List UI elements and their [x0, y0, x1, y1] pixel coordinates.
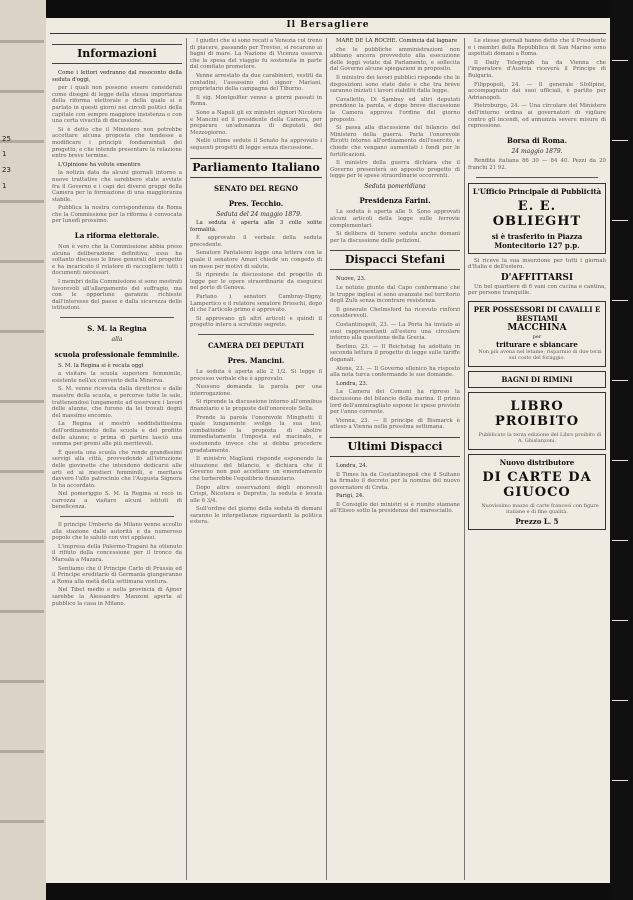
macchina-ad: PER POSSESSORI DI CAVALLI E BESTIAMI MACCHINA per triturare e sbiancare Non più avena nel letame; risparmio di due terzi sul costo del foraggio. — [468, 301, 606, 367]
afternoon-session: Seduta pomeridiana — [364, 182, 426, 190]
libro-heading: LIBRO PROIBITO — [494, 398, 580, 429]
article-lead: Come i lettori vedranno dal resoconto della seduta d'oggi, — [52, 70, 182, 83]
carte-intro: Nuovo distributore — [499, 457, 575, 467]
adjacent-page-strip — [0, 0, 46, 900]
informazioni-heading: Informazioni — [52, 44, 182, 64]
masthead: Il Bersagliere — [286, 20, 370, 30]
column-3: MARE DE LA ROCHE. Comincia dal lagnare che le pubbliche amministrazioni non abbiano ancora provveduto alla esecuzione delle leggi votate dal Parlamento, e sollecita dal Governo alcune spiegazioni in proposito. Il ministro dei lavori pubblici risponde che le disposizioni sono state date e che tra breve saranno iniziati i lavori stabiliti dalla legge. Cavalletto, Di Sambuy ed altri deputati prendono la parola, e dopo breve discussione la Camera approva l'ordine del giorno proposto. Si passa alla discussione del bilancio del Ministero della guerra. Parla l'onorevole Ricotti intorno all'ordinamento dell'esercito, e chiede che vengano aumentati i fondi per le fortificazioni. Il ministro della guerra dichiara che il Governo presenterà un apposito progetto di legge per le spese straordinarie occorrenti. Seduta pomeridiana Presidenza Farini. La seduta è aperta alle 9. Sono approvati alcuni articoli della legge sulle ferrovie complementari. Si delibera di tenere seduta anche domani per la discussione delle petizioni. Dispacci Stefani Nuove, 23. Le notizie giunte dal Capo confermano che le truppe inglesi si sono avanzate nel territorio degli Zulù senza incontrare resistenza. Il generale Chelmsford ha ricevuto rinforzi considerevoli. Costantinopoli, 23. — La Porta ha inviato ai suoi rappresentanti all'estero una circolare intorno alla questione della Grecia. Berlino, 23. — Il Reichstag ha adottato in seconda lettura il progetto di legge sulle tariffe doganali. Atene, 23. — Il Governo ellenico ha risposto alla nota turca confermando le sue domande. Londra, 23. La Camera dei Comuni ha ripreso la discussione del bilancio della marina. Il primo lord dell'ammiragliato espone le spese previste per l'anno corrente. Vienna, 23. — Il principe di Bismarck è atteso a Vienna nella prossima settimana. Ultimi Dispacci Londra, 24. Il Times ha da Costantinopoli che il Sultano ha firmato il decreto per la nomina del nuovo governatore di Creta. Parigi, 24. Il Consiglio dei ministri si è riunito stamane all'Eliseo sotto la presidenza del maresciallo. — [330, 38, 460, 515]
regina-heading: S. M. la Regina — [87, 324, 147, 333]
regina-sub: alla — [111, 336, 123, 343]
dispacci-heading: Dispacci Stefani — [330, 250, 460, 270]
article-text: L'Opinione ha volute smentire — [58, 161, 141, 168]
bagni-heading: BAGNI DI RIMINI — [501, 374, 573, 384]
triturare-heading: triturare e sbiancare — [496, 339, 578, 349]
office-name: E. E. OBLIEGHT — [492, 198, 582, 229]
column-rule — [326, 38, 327, 880]
senate-heading: SENATO DEL REGNO — [214, 183, 298, 193]
carte-heading: DI CARTE DA GIUOCO — [482, 469, 592, 500]
senate-president: Pres. Tecchio. — [228, 198, 284, 208]
borsa-heading: Borsa di Roma. — [506, 135, 568, 145]
film-edge — [610, 0, 633, 900]
article-text: S. M. la Regina si è recata oggi — [58, 362, 144, 369]
senate-opening: La seduta è aperta alle 3 colle solite formalità. — [190, 220, 322, 233]
column-rule — [464, 38, 465, 880]
newspaper-page — [46, 18, 610, 883]
macchina-sub: per — [532, 333, 542, 340]
strip-number: 25 — [2, 135, 11, 143]
chamber-president: Pres. Mancini. — [227, 356, 285, 365]
possessori-heading: PER POSSESSORI DI CAVALLI E BESTIAMI — [473, 304, 601, 323]
ultimi-heading: Ultimi Dispacci — [330, 437, 460, 457]
office-address: si è trasferito in Piazza Montecitorio 127 p.p. — [491, 231, 583, 250]
dispatch-dateline: Parigi, 24. — [336, 493, 365, 500]
strip-number: 23 — [2, 166, 11, 174]
column-rule — [186, 38, 187, 880]
office-title: L'Ufficio Principale di Pubblicità — [472, 186, 602, 196]
carte-ad: Nuovo distributore DI CARTE DA GIUOCO Nuovissimo mazzo di carte francesi con figure italiane e di fine qualità. Prezzo L. 5 — [468, 454, 606, 530]
strip-number: 1 — [2, 150, 7, 158]
dispatch-dateline: Londra, 23. — [336, 380, 368, 387]
parliament-heading: Parliamento Italiano — [190, 158, 322, 178]
afternoon-president: Presidenza Farini. — [359, 196, 431, 206]
scuola-heading: scuola professionale femminile. — [54, 349, 180, 359]
column-4: Le stesse giornali hanno detto che il Presidente e i membri della Repubblica di San Marino sono aspettati domani a Roma. Il Daily Telegraph ha da Vienna che l'imperatore d'Austria riceverà il Principe di Bulgaria. Filippopoli, 24. — Il generale Stolipine, accompagnato dai suoi ufficiali, è partito per Adrianopoli. Pietroburgo, 24. — Una circolare del Ministero dell'interno ordina ai governatori di vigilare contro gli incendi, ed annunzia severe misure di repressione. Borsa di Roma. 24 maggio 1879. Rendita italiana 86 30 — 84 40. Pezzi da 20 franchi 21 92. L'Ufficio Principale di Pubblicità E. E. OBLIEGHT si è trasferito in Piazza Montecitorio 127 p.p. Si riceve la sua inserzione per tutti i giornali d'Italia e dell'estero. D'AFFITTARSI Un bel quartiere di 6 vani con cucina e cantina, per persone tranquille. PER POSSESSORI DI CAVALLI E BESTIAMI MACCHINA per triturare e sbiancare Non più avena nel letame; risparmio di due terzi sul costo del foraggio. BAGNI DI RIMINI LIBRO PROIBITO Pubblicato la terza edizione del Libro proibito di A. Ghislanzoni. Nuovo distributore DI CARTE DA GIUOCO Nuovissimo mazzo di carte francesi con figure italiane e di fine qualità. Prezzo L. 5 — [468, 38, 606, 880]
bagni-ad — [468, 371, 606, 388]
speech-lead: MARE DE LA ROCHE. Comincia dal lagnare — [336, 38, 458, 44]
affittasi-heading: D'AFFITTARSI — [500, 272, 574, 283]
pubblicita-ad — [468, 183, 606, 254]
libro-ad: LIBRO PROIBITO Pubblicato la terza edizione del Libro proibito di A. Ghislanzoni. — [468, 392, 606, 450]
dispatch-dateline: Nuove, 23. — [336, 276, 366, 283]
carte-price: Prezzo L. 5 — [515, 516, 559, 526]
senate-date: Seduta del 24 maggio 1879. — [216, 210, 302, 218]
chamber-heading: CAMERA DEI DEPUTATI — [207, 341, 305, 350]
masthead-rule — [50, 33, 606, 34]
column-1: Informazioni Come i lettori vedranno dal resoconto della seduta d'oggi, per i quali non possono essere considerati come disegni di legge della stessa importanza della riforma elettorale e della quale si è parlato in questi giorni nei circoli politici della capitale con sempre maggiore insistenza e con una certa vivacità di discussione. Si è detto che il Ministero non potrebbe accettare alcuna proposta che tendesse a modificare i principii fondamentali del progetto, e che intende presentare la relazione entro breve termine. L'Opinione ha volute smentire la notizia data da alcuni giornali intorno a nuove trattative che sarebbero state avviate fra il Governo e i capi dei diversi gruppi della Camera per la formazione di una maggioranza stabile. Pubblica la nostra corrispondenza da Roma che la Commissione per la riforma è convocata per lunedì prossimo. La riforma elettorale. Non è vero che la Commissione abbia preso alcuna deliberazione definitiva; essa ha soltanto discusso le linee generali del progetto e ha incaricato il relatore di raccogliere tutti i documenti necessari. I membri della Commissione si sono mostrati favorevoli all'allargamento del suffragio, ma con le opportune garanzie richieste dall'interesse del paese e dalla sicurezza delle istituzioni. S. M. la Regina alla scuola professionale femminile. S. M. la Regina si è recata oggi a visitare la scuola superiore femminile, esistente nell'ex convento della Minerva. S. M. venne ricevuta dalla direttrice e dalle maestre della scuola, e percorse tutte le sale, trattenendosi lungamente ad osservare i lavori delle alunne, che furono da lei trovati degni del massimo encomio. La Regina si mostrò soddisfattissima dell'ordinamento della scuola e del profitto delle alunne; e prima di partire lasciò una somma per premi alle più meritevoli. È questa una scuola che rende grandissimi servigi alla città, provvedendo all'istruzione delle giovinette che intendono dedicarsi alle arti ed ai mestieri femminili, e meritava davvero l'alto patrocinio che l'Augusta Signora le ha accordato. Nel pomeriggio S. M. la Regina si recò in carrozza a visitare alcuni istituti di beneficenza. Il principe Umberto da Milano venne accolto alla stazione dalle autorità e da numeroso popolo che lo salutò con vivi applausi. L'impresa della Palermo-Trapani ha ottenuto il rifiuto della concessione per il tronco da Marsala a Mazara. Sentiamo che il Principe Carlo di Prussia ed il Principe ereditario di Germania giungeranno a Roma alla metà della settimana ventura. Nel Tibet medio e nella provincia di Ajmer sarebbe la Alessandro Manzoni aperta al pubblico la casa in Milano. — [52, 38, 182, 880]
column-2: I giudici che si sono recati a Venezia col treno di piacere, passando per Treviso, si recarono ai bagni di mare. La Nazione di Vicenza osserva che la spesa del viaggio fu sostenuta in parte dal comitato promotore. Venne arrestato da due carabinieri, vestiti da contadini, l'assassino del signor Mariani, proprietario della campagna del Tiburno. Il sig. Montgolfier venne a giorni passati in Roma. Sono a Napoli gli ex ministri signori Nicotera e Mancini ed il presidente della Camera, per preparare un'adunanza di deputati del Mezzogiorno. Nelle ultime sedute il Senato ha approvato i seguenti progetti di legge senza discussione. Parliamento Italiano SENATO DEL REGNO Pres. Tecchio. Seduta del 24 maggio 1879. La seduta è aperta alle 3 colle solite formalità. È approvato il verbale della seduta precedente. Senatore Pantaleoni legge una lettera con la quale il senatore Amari chiede un congedo di un mese per motivi di salute. Si riprende la discussione del progetto di legge per le opere straordinarie da eseguirsi nel porto di Genova. Parlano i senatori Cambray-Digny, Lampertico e il relatore senatore Brioschi, dopo di che l'articolo primo è approvato. Si approvano gli altri articoli e quindi il progetto intero a scrutinio segreto. CAMERA DEI DEPUTATI Pres. Mancini. La seduta è aperta alle 2 1/2. Si legge il processo verbale che è approvato. Nessuno domanda la parola per una interrogazione. Si riprende la discussione intorno all'omnibus finanziario e le proposte dell'onorevole Sella. Prende la parola l'onorevole Minghetti il quale lungamente svolge la sua tesi, combattendo la proposta di abolire immediatamente l'imposta sul macinato, e sostenendo invece che si debba procedere gradatamente. Il ministro Magliani risponde esponendo la situazione del bilancio, e dichiara che il Governo non può accettare un emendamento che turberebbe l'equilibrio finanziario. Dopo altre osservazioni degli onorevoli Crispi, Nicotera e Depretis, la seduta è levata alle 6 3/4. Sull'ordine del giorno della seduta di domani saranno le interpellanze riguardanti la politica estera. — [190, 38, 322, 526]
strip-number: 1 — [2, 182, 7, 190]
borsa-date: 24 maggio 1879. — [511, 147, 563, 155]
dispatch-dateline: Londra, 24. — [336, 462, 368, 469]
riforma-heading: La riforma elettorale. — [74, 231, 160, 241]
macchina-heading: MACCHINA — [507, 322, 567, 333]
